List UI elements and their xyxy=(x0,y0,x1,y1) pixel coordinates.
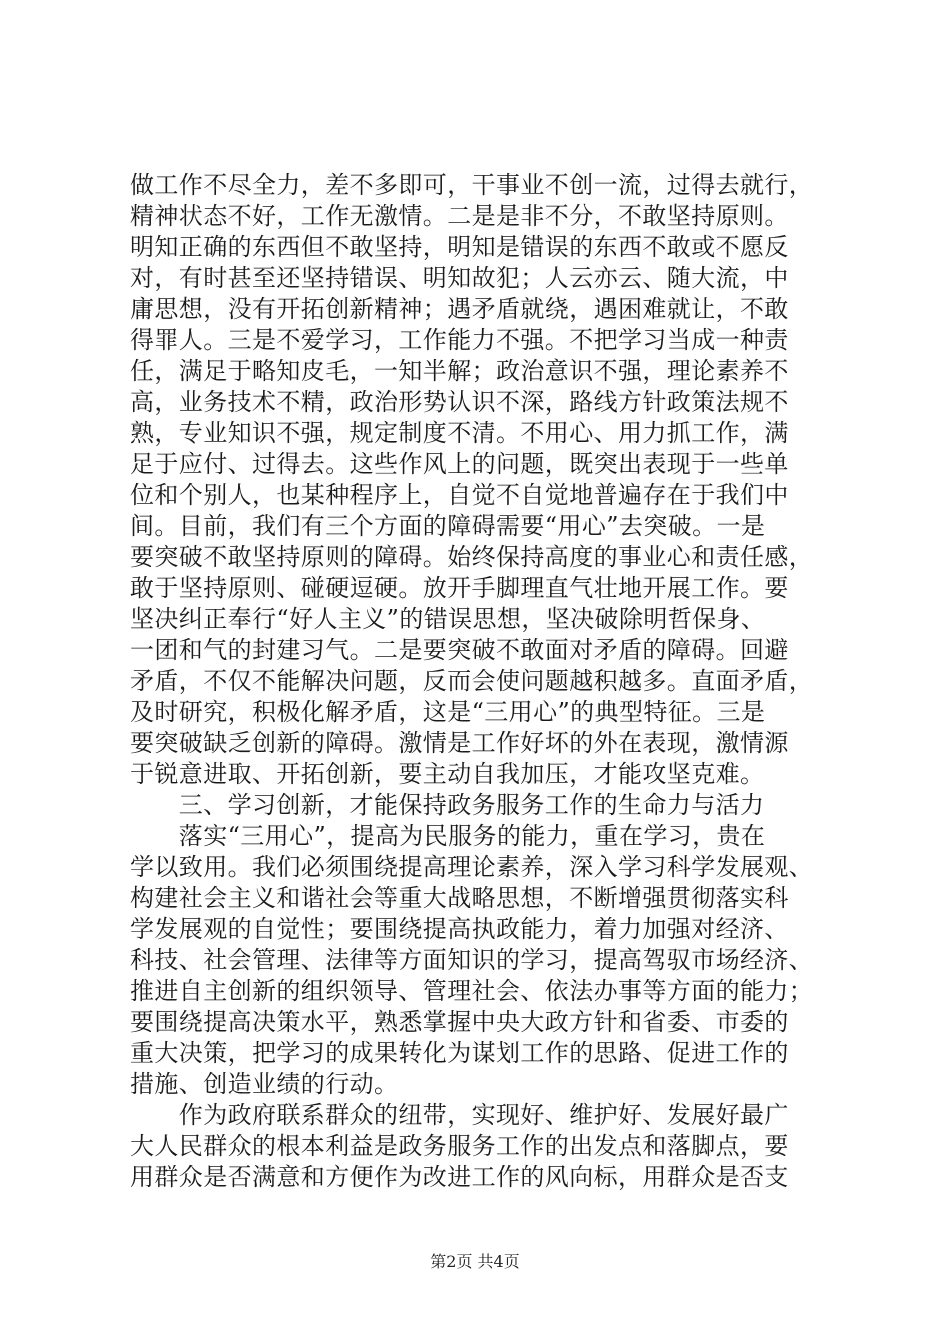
text-line: 明知正确的东西但不敢坚持，明知是错误的东西不敢或不愿反 xyxy=(130,233,789,261)
text-line: 推进自主创新的组织领导、管理社会、依法办事等方面的能力； xyxy=(130,977,814,1005)
text-line: 大人民群众的根本利益是政务服务工作的出发点和落脚点，要 xyxy=(130,1132,789,1160)
text-line: 要突破不敢坚持原则的障碍。始终保持高度的事业心和责任感， xyxy=(130,543,814,571)
text-line: 措施、创造业绩的行动。 xyxy=(130,1070,399,1098)
text-line: 一团和气的封建习气。二是要突破不敢面对矛盾的障碍。回避 xyxy=(130,636,789,664)
text-line: 落实“三用心”，提高为民服务的能力，重在学习，贵在 xyxy=(130,822,766,850)
text-line: 及时研究，积极化解矛盾，这是“三用心”的典型特征。三是 xyxy=(130,698,766,726)
text-line: 重大决策，把学习的成果转化为谋划工作的思路、促进工作的 xyxy=(130,1039,789,1067)
text-line: 敢于坚持原则、碰硬逗硬。放开手脚理直气壮地开展工作。要 xyxy=(130,574,789,602)
text-line: 学以致用。我们必须围绕提高理论素养，深入学习科学发展观、 xyxy=(130,853,814,881)
text-line: 对，有时甚至还坚持错误、明知故犯；人云亦云、随大流，中 xyxy=(130,264,789,292)
text-line: 学发展观的自觉性；要围绕提高执政能力，着力加强对经济、 xyxy=(130,915,789,943)
text-line: 足于应付、过得去。这些作风上的问题，既突出表现于一些单 xyxy=(130,450,789,478)
text-line: 间。目前，我们有三个方面的障碍需要“用心”去突破。一是 xyxy=(130,512,766,540)
text-line: 坚决纠正奉行“好人主义”的错误思想，坚决破除明哲保身、 xyxy=(130,605,766,633)
text-line: 构建社会主义和谐社会等重大战略思想，不断增强贯彻落实科 xyxy=(130,884,789,912)
text-line: 科技、社会管理、法律等方面知识的学习，提高驾驭市场经济、 xyxy=(130,946,814,974)
text-line: 高，业务技术不精，政治形势认识不深，路线方针政策法规不 xyxy=(130,388,789,416)
text-line: 作为政府联系群众的纽带，实现好、维护好、发展好最广 xyxy=(130,1101,789,1129)
page-number-footer: 第2页 共4页 xyxy=(430,1252,520,1271)
text-line: 熟，专业知识不强，规定制度不清。不用心、用力抓工作，满 xyxy=(130,419,789,447)
text-line: 三、学习创新，才能保持政务服务工作的生命力与活力 xyxy=(130,791,765,819)
text-line: 用群众是否满意和方便作为改进工作的风向标，用群众是否支 xyxy=(130,1163,789,1191)
text-line: 位和个别人，也某种程序上，自觉不自觉地普遍存在于我们中 xyxy=(130,481,789,509)
text-line: 要围绕提高决策水平，熟悉掌握中央大政方针和省委、市委的 xyxy=(130,1008,789,1036)
text-line: 矛盾，不仅不能解决问题，反而会使问题越积越多。直面矛盾， xyxy=(130,667,814,695)
text-line: 精神状态不好，工作无激情。二是是非不分，不敢坚持原则。 xyxy=(130,202,789,230)
body-text xyxy=(130,170,830,1193)
text-line: 做工作不尽全力，差不多即可，干事业不创一流，过得去就行， xyxy=(130,171,814,199)
text-line: 庸思想，没有开拓创新精神；遇矛盾就绕，遇困难就让，不敢 xyxy=(130,295,789,323)
text-line: 得罪人。三是不爱学习，工作能力不强。不把学习当成一种责 xyxy=(130,326,789,354)
text-line: 要突破缺乏创新的障碍。激情是工作好坏的外在表现，激情源 xyxy=(130,729,789,757)
text-line: 于锐意进取、开拓创新，要主动自我加压，才能攻坚克难。 xyxy=(130,760,765,788)
text-line: 任，满足于略知皮毛，一知半解；政治意识不强，理论素养不 xyxy=(130,357,789,385)
